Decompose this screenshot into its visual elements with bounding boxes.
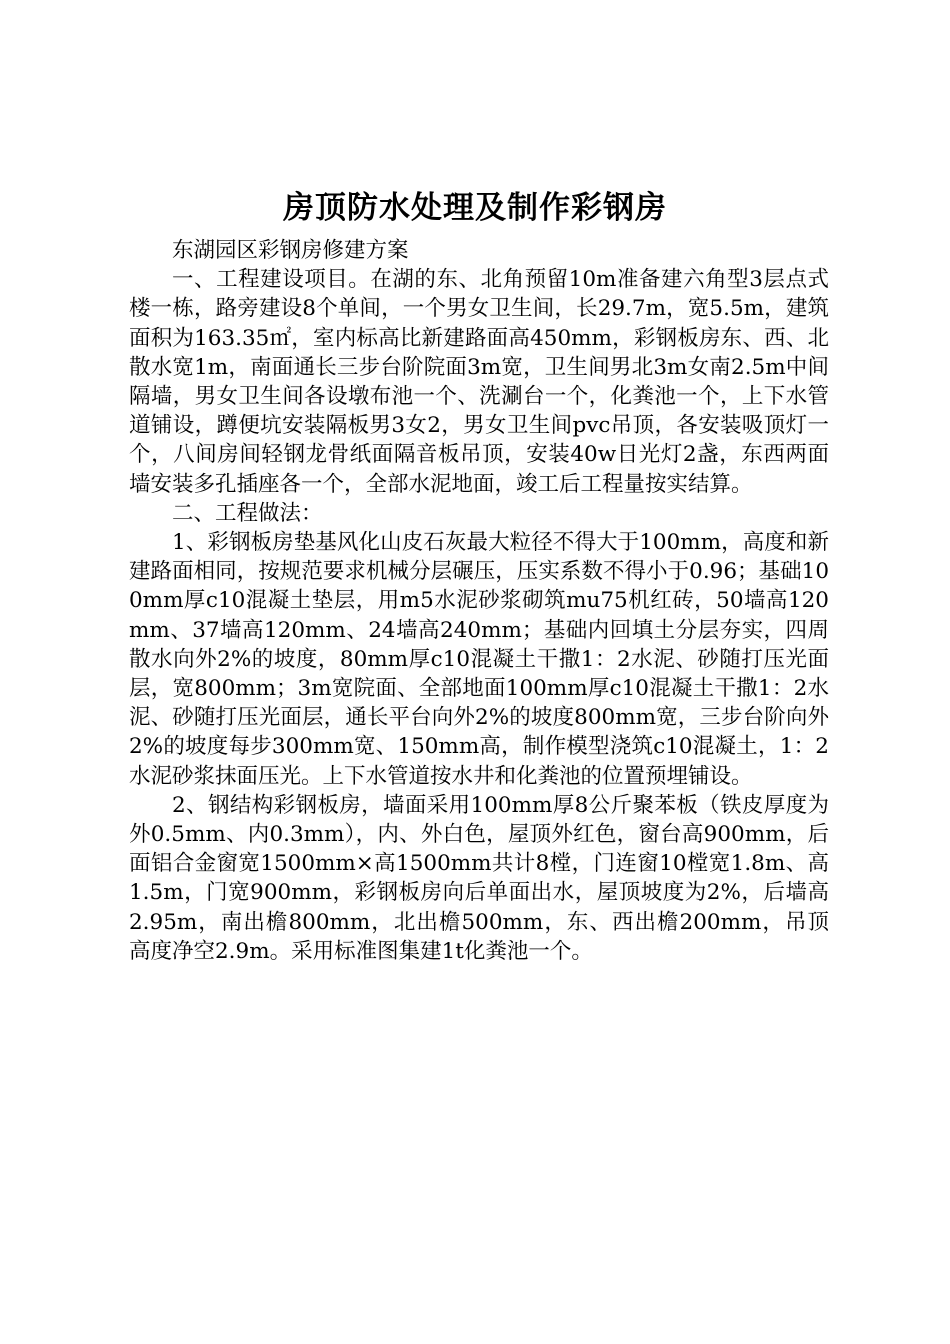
paragraph-method-heading: 二、工程做法： bbox=[172, 500, 323, 526]
document-body bbox=[129, 236, 829, 966]
paragraph-steel-structure-method: 2、钢结构彩钢板房，墙面采用100mm厚8公斤聚苯板（铁皮厚度为外0.5mm、内0.3mm），内、外白色，屋顶外红色，窗台高900mm，后面铝合金窗宽1500mm×高1500mm共计8樘，门连窗10樘宽1.8m、高1.5m，门宽900mm，彩钢板房向后单面出水，屋顶坡度为2%，后墙高2.95m，南出檐800mm，北出檐500mm，东、西出檐200mm，吊顶高度净空2.9m。采用标准图集建1t化粪池一个。 bbox=[129, 792, 829, 964]
paragraph-project-overview: 一、工程建设项目。在湖的东、北角预留10m准备建六角型3层点式楼一栋，路旁建设8个单间，一个男女卫生间，长29.7m，宽5.5m，建筑面积为163.35㎡，室内标高比新建路面高450mm，彩钢板房东、西、北散水宽1m，南面通长三步台阶院面3m宽，卫生间男北3m女南2.5m中间隔墙，男女卫生间各设墩布池一个、洗涮台一个，化粪池一个，上下水管道铺设，蹲便坑安装隔板男3女2，男女卫生间pvc吊顶，各安装吸顶灯一个，八间房间轻钢龙骨纸面隔音板吊顶，安装40w日光灯2盏，东西两面墙安装多孔插座各一个，全部水泥地面，竣工后工程量按实结算。 bbox=[129, 267, 829, 497]
paragraph-foundation-method: 1、彩钢板房垫基风化山皮石灰最大粒径不得大于100mm，高度和新建路面相同，按规范要求机械分层碾压，压实系数不得小于0.96；基础100mm厚c10混凝土垫层，用m5水泥砂浆砌筑mu75机红砖，50墙高120mm、37墙高120mm、24墙高240mm；基础内回填土分层夯实，四周散水向外2%的坡度，80mm厚c10混凝土干撒1：2水泥、砂随打压光面层，宽800mm；3m宽院面、全部地面100mm厚c10混凝土干撒1：2水泥、砂随打压光面层，通长平台向外2%的坡度800mm宽，三步台阶向外2%的坡度每步300mm宽、150mm高，制作模型浇筑c10混凝土，1：2水泥砂浆抹面压光。上下水管道按水井和化粪池的位置预埋铺设。 bbox=[129, 530, 829, 789]
document-subtitle: 东湖园区彩钢房修建方案 bbox=[172, 238, 409, 263]
document-title: 房顶防水处理及制作彩钢房 bbox=[283, 190, 667, 226]
